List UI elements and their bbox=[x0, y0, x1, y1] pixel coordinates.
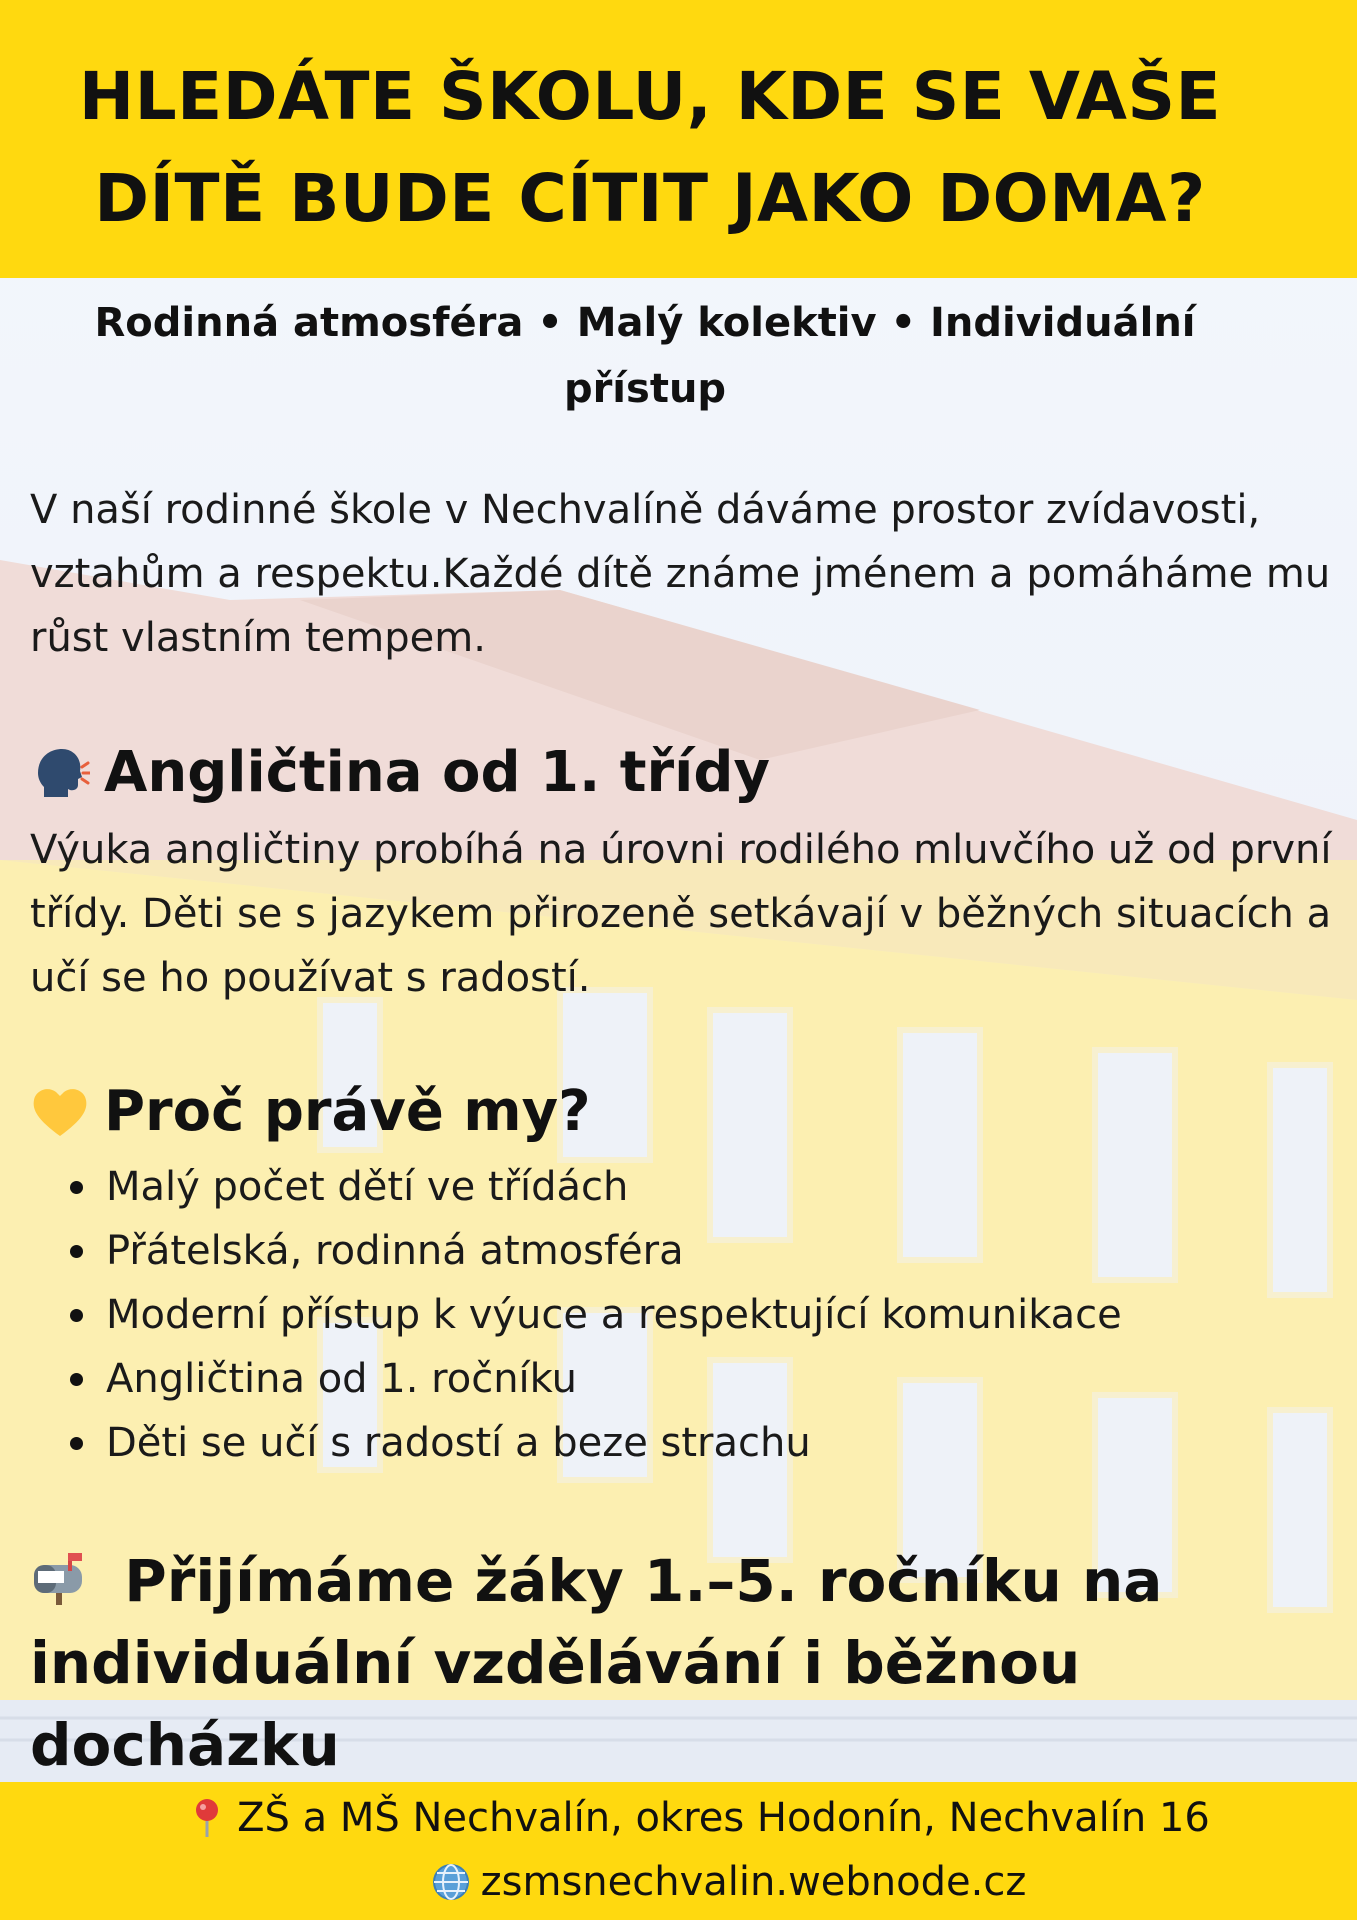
title-line-2: DÍTĚ BUDE CÍTIT JAKO DOMA? bbox=[94, 160, 1206, 237]
yellow-heart-icon bbox=[30, 1082, 90, 1142]
address-text: ZŠ a MŠ Nechvalín, okres Hodonín, Nechvalín 16 bbox=[237, 1795, 1210, 1841]
list-item: Moderní přístup k výuce a respektující komunikace bbox=[60, 1283, 1122, 1347]
map-pin-icon bbox=[187, 1797, 227, 1839]
admission-text: Přijímáme žáky 1.–5. ročníku na individuální vzdělávání i běžnou docházku bbox=[30, 1547, 1163, 1779]
speaking-head-icon bbox=[30, 743, 90, 803]
list-item: Přátelská, rodinná atmosféra bbox=[60, 1219, 1122, 1283]
footer-banner bbox=[0, 1782, 1357, 1920]
website-line[interactable] bbox=[50, 1852, 1357, 1912]
english-title-text: Angličtina od 1. třídy bbox=[104, 740, 770, 805]
title-line-1: HLEDÁTE ŠKOLU, KDE SE VAŠE bbox=[78, 58, 1222, 135]
english-paragraph: Výuka angličtiny probíhá na úrovni rodilého mluvčího už od první třídy. Děti se s jazykem přirozeně setkávají v běžných situacích a učí se ho používat s radostí. bbox=[30, 827, 1332, 1001]
list-item: Angličtina od 1. ročníku bbox=[60, 1347, 1122, 1411]
admission-heading bbox=[30, 1540, 1340, 1786]
why-title-text: Proč právě my? bbox=[104, 1079, 591, 1144]
intro-paragraph: V naší rodinné škole v Nechvalíně dáváme prostor zvídavosti, vztahům a respektu.Každé dítě známe jménem a pomáháme mu růst vlastním tempem. bbox=[30, 487, 1331, 661]
why-list bbox=[60, 1155, 1122, 1475]
address-line bbox=[20, 1788, 1357, 1848]
english-section-title bbox=[30, 738, 770, 808]
mailbox-icon bbox=[30, 1551, 90, 1605]
list-item: Malý počet dětí ve třídách bbox=[60, 1155, 1122, 1219]
website-link[interactable]: zsmsnechvalin.webnode.cz bbox=[480, 1859, 1027, 1905]
tagline: Rodinná atmosféra • Malý kolektiv • Individuální přístup bbox=[94, 300, 1196, 412]
globe-icon bbox=[431, 1861, 471, 1903]
list-item: Děti se učí s radostí a beze strachu bbox=[60, 1411, 1122, 1475]
why-section-title bbox=[30, 1077, 591, 1147]
